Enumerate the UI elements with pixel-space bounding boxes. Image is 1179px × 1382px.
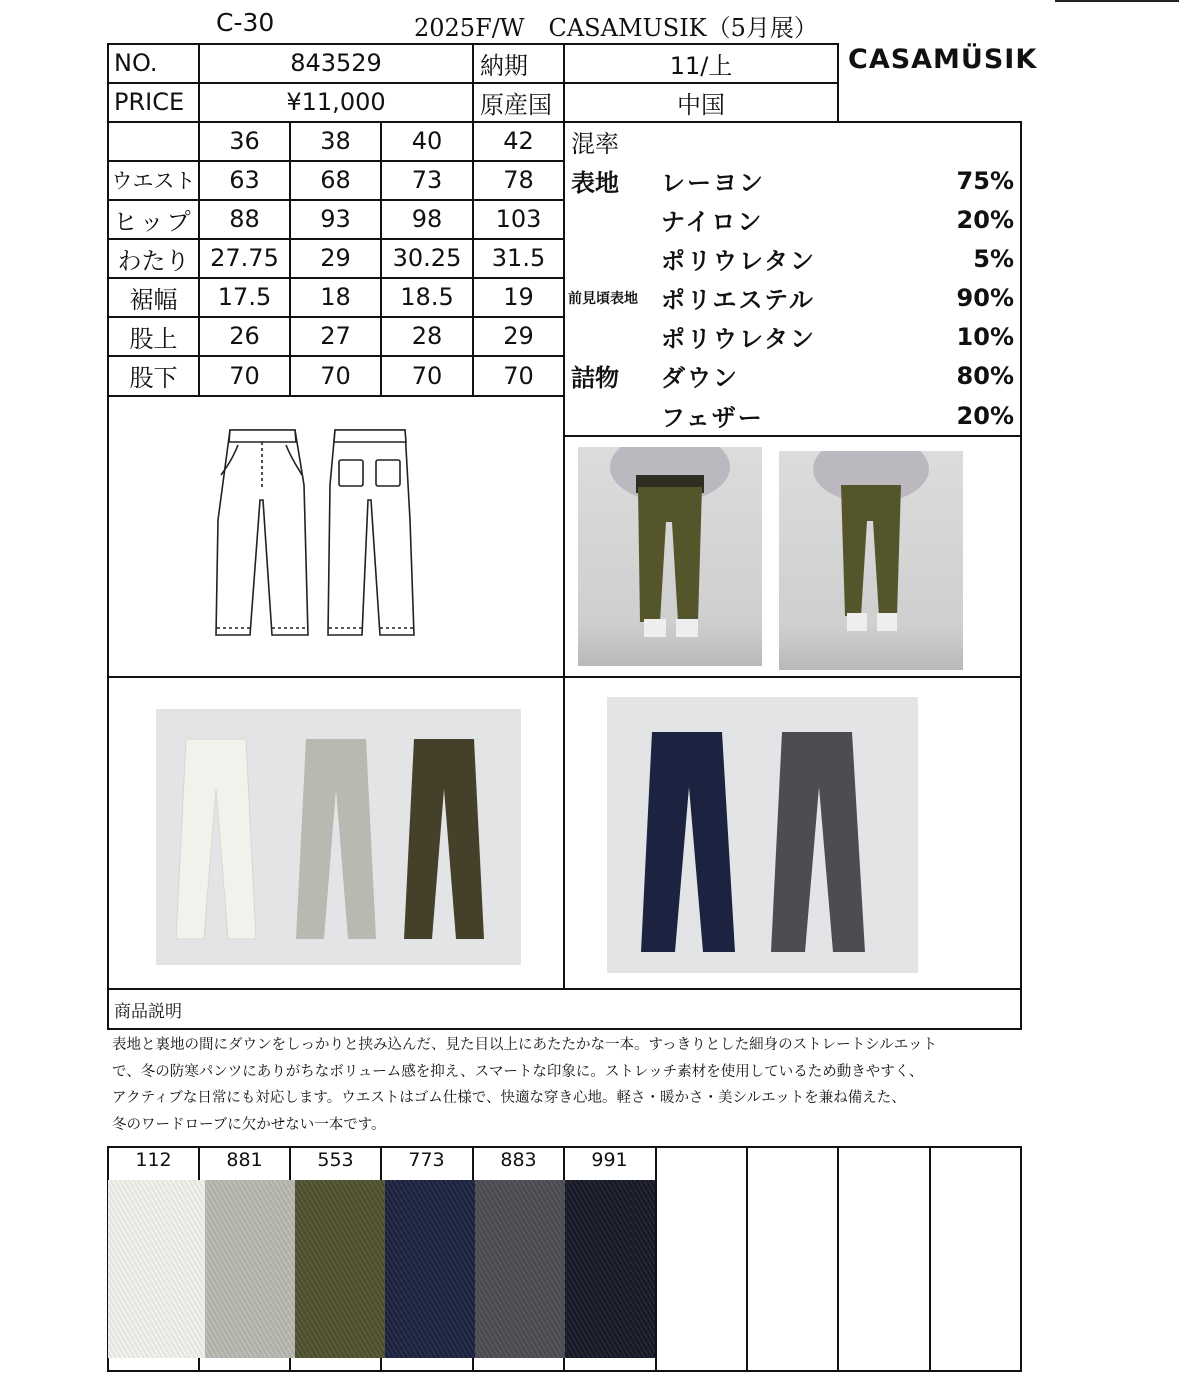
size-row-label: 股上 (129, 324, 178, 353)
model-back-photo (779, 451, 963, 670)
pants-flat-sketch (200, 420, 460, 650)
size-value: 31.5 (491, 244, 546, 272)
size-value: 98 (411, 205, 443, 233)
fabric-swatch (565, 1180, 655, 1358)
composition-percent: 90% (956, 283, 1014, 312)
size-value: 30.25 (392, 244, 462, 272)
composition-part: 詰物 (571, 364, 619, 392)
size-value: 70 (411, 361, 443, 390)
size-value: 93 (320, 205, 351, 233)
color-code: 883 (500, 1149, 537, 1171)
pants-back-sketch (328, 430, 414, 635)
composition-part: 前見頃表地 (568, 290, 638, 307)
size-value: 27.75 (210, 244, 279, 272)
hanging-pants-photo-dark (607, 697, 918, 973)
delivery-value: 11/上 (669, 51, 733, 80)
season-title: 2025F/W CASAMUSIK（5月展） (414, 14, 818, 42)
color-code: 991 (591, 1149, 628, 1171)
size-col-38: 38 (320, 127, 351, 155)
no-value: 843529 (290, 49, 382, 77)
composition-title: 混率 (571, 129, 619, 158)
brand-logo: CASAMÜSIK (848, 44, 1038, 75)
composition-material: レーヨン (661, 169, 765, 197)
size-value: 70 (229, 361, 260, 390)
description-line: 表地と裏地の間にダウンをしっかりと挟み込んだ、見た目以上にあたたかな一本。すっきりとした細身のストレートシルエット (112, 1037, 937, 1053)
composition-percent: 80% (956, 361, 1014, 390)
product-description (112, 1032, 1012, 1138)
composition-material: ナイロン (661, 208, 764, 236)
size-row-label: 裾幅 (129, 285, 178, 314)
description-line: 冬のワードローブに欠かせない一本です。 (112, 1116, 386, 1133)
fabric-swatch (108, 1180, 205, 1358)
fabric-swatch (385, 1180, 475, 1358)
size-value: 103 (495, 205, 542, 233)
description-line: で、冬の防寒パンツにありがちなボリューム感を抑え、スマートな印象に。ストレッチ素材を使用しているため動きやすく、 (112, 1063, 924, 1080)
size-value: 73 (411, 166, 443, 194)
size-value: 27 (320, 322, 351, 350)
size-value: 29 (320, 244, 351, 272)
composition-material: フェザー (661, 404, 764, 432)
size-row-label: 股下 (129, 364, 178, 392)
hanging-pants-photo-light (156, 709, 521, 965)
style-code: C-30 (216, 8, 275, 37)
color-code: 112 (135, 1149, 172, 1171)
size-value: 68 (320, 166, 351, 194)
description-title: 商品説明 (114, 1001, 182, 1022)
color-code: 773 (408, 1149, 445, 1171)
top-rule (1055, 0, 1179, 2)
size-value: 63 (229, 166, 260, 194)
color-code: 881 (226, 1149, 263, 1171)
size-value: 18.5 (400, 283, 454, 311)
size-value: 17.5 (217, 283, 272, 311)
price-label: PRICE (114, 88, 185, 116)
model-front-photo (578, 447, 762, 666)
price-value: ¥11,000 (286, 88, 386, 116)
delivery-label: 納期 (480, 51, 528, 80)
size-value: 88 (229, 205, 260, 233)
composition-percent: 10% (956, 322, 1014, 351)
composition-material: ポリウレタン (661, 247, 817, 275)
no-label: NO. (114, 49, 158, 77)
composition-material: ポリエステル (661, 286, 815, 314)
size-row-label: ヒップ (113, 207, 194, 236)
size-value: 70 (503, 361, 534, 390)
size-value: 70 (320, 361, 351, 390)
size-value: 18 (320, 283, 351, 311)
size-value: 19 (503, 283, 534, 311)
color-code: 553 (317, 1149, 354, 1171)
composition-percent: 20% (956, 401, 1014, 430)
fabric-swatch (475, 1180, 565, 1358)
size-col-42: 42 (503, 127, 534, 155)
size-value: 28 (411, 322, 443, 350)
composition-material: ダウン (661, 364, 739, 392)
origin-label: 原産国 (480, 90, 552, 119)
size-value: 78 (503, 166, 534, 194)
size-row-label: ウエスト (111, 169, 196, 193)
size-col-36: 36 (229, 127, 260, 155)
composition-percent: 20% (956, 205, 1014, 234)
fabric-swatch (205, 1180, 295, 1358)
description-line: アクティブな日常にも対応します。ウエストはゴム仕様で、快適な穿き心地。軽さ・暖かさ・美シルエットを兼ね備えた、 (112, 1090, 906, 1106)
pants-front-sketch (216, 430, 308, 635)
origin-value: 中国 (677, 90, 725, 119)
composition-percent: 5% (973, 244, 1014, 273)
size-value: 26 (229, 322, 260, 350)
composition-material: ポリウレタン (661, 325, 817, 353)
fabric-swatch (295, 1180, 385, 1358)
size-value: 29 (503, 322, 534, 350)
composition-percent: 75% (956, 166, 1014, 195)
size-row-label: わたり (117, 246, 190, 275)
size-col-40: 40 (411, 127, 443, 155)
composition-part: 表地 (571, 169, 619, 197)
